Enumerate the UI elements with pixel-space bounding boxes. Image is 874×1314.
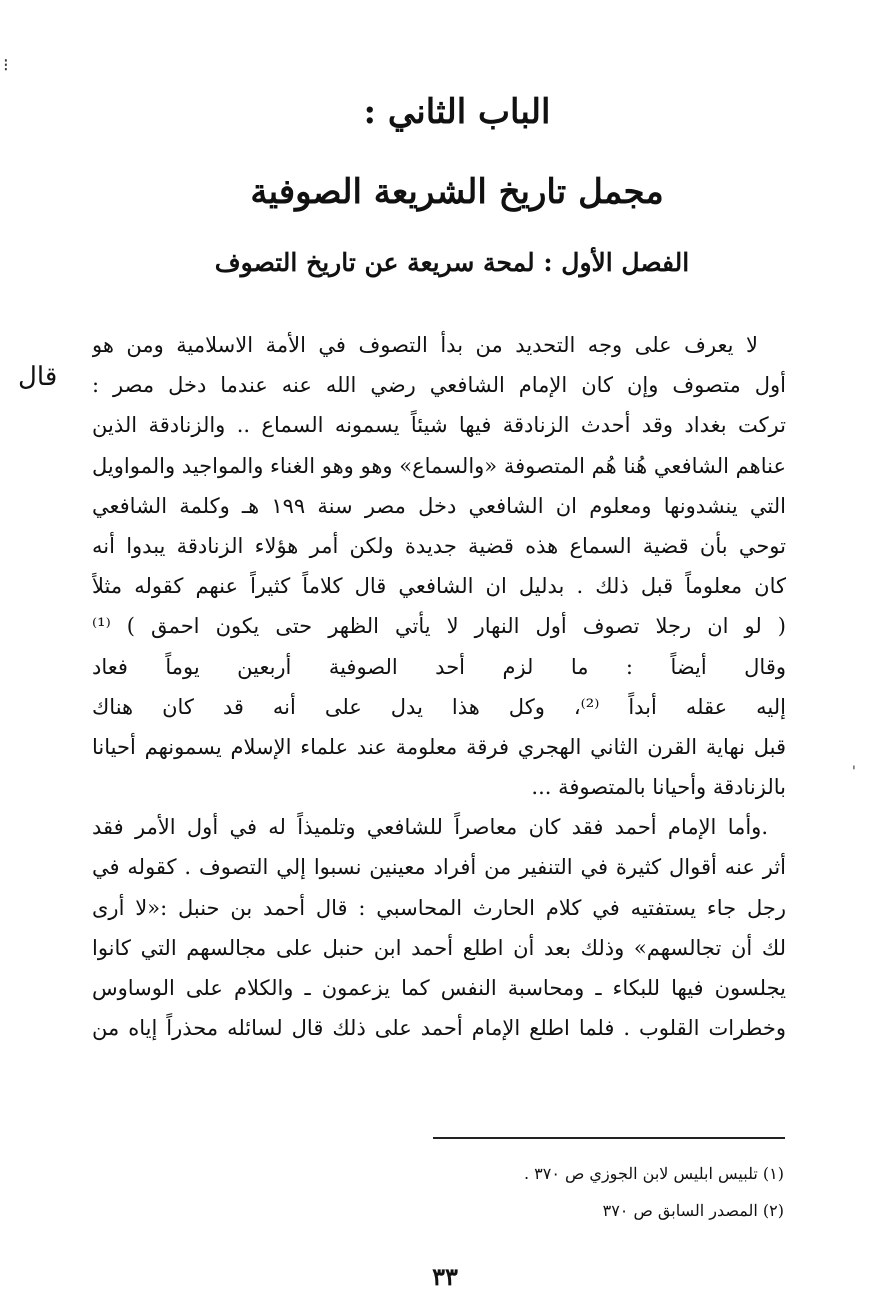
footnote-divider	[433, 1137, 785, 1139]
text-line: رجل جاء يستفتيه في كلام الحارث المحاسبي : قال أحمد بن حنبل :«لا أرى	[92, 895, 786, 920]
text-line: عناهم الشافعي هُنا هُم المتصوفة «والسماع» وهو وهو الغناء والمواجيد والمواويل	[92, 453, 786, 478]
text-line: توحي بأن قضية السماع هذه قضية جديدة ولكن أمر هؤلاء الزنادقة يبدوا أنه	[92, 533, 786, 558]
handwritten-margin-note: قال	[18, 362, 58, 392]
text-line: التي ينشدونها ومعلوم ان الشافعي دخل مصر سنة ١٩٩ هـ وكلمة الشافعي	[92, 493, 786, 518]
scan-margin-mark: '	[852, 764, 856, 780]
text-line: ( لو ان رجلا تصوف أول النهار لا يأتي الظهر حتى يكون احمق ) ⁽¹⁾	[92, 614, 786, 639]
text-line: كان معلوماً قبل ذلك . بدليل ان الشافعي قال كلاماً كثيراً عنهم كقوله مثلاً	[92, 574, 786, 599]
text-line: لا يعرف على وجه التحديد من بدأ التصوف في الأمة الاسلامية ومن هو	[92, 333, 758, 357]
text-line: وقال أيضاً : ما لزم أحد الصوفية أربعين يوماً فعاد	[92, 654, 786, 679]
text-line: وخطرات القلوب . فلما اطلع الإمام أحمد على ذلك قال لسائله محذراً إياه من	[92, 1016, 786, 1041]
scan-margin-mark: ⁝	[3, 55, 9, 76]
text-line: إليه عقله أبداً ⁽²⁾، وكل هذا يدل على أنه قد كان هناك	[92, 694, 786, 719]
text-line: يجلسون فيها للبكاء ـ ومحاسبة النفس كما يزعمون ـ والكلام على الوساوس	[92, 976, 786, 1000]
chapter-title: الباب الثاني :	[363, 92, 551, 132]
footnote-1: (١) تلبيس ابليس لابن الجوزي ص ٣٧٠ .	[523, 1164, 784, 1183]
chapter-subtitle: مجمل تاريخ الشريعة الصوفية	[250, 172, 664, 212]
body-text	[92, 325, 786, 1048]
text-line: أول متصوف وإن كان الإمام الشافعي رضي الله عنه عندما دخل مصر :	[92, 373, 786, 398]
text-line: أثر عنه أقوال كثيرة في التنفير من أفراد معينين نسبوا إلي التصوف . كقوله في	[92, 855, 786, 880]
text-line: تركت بغداد وقد أحدث الزنادقة فيها شيئاً يسمونه السماع .. والزنادقة الذين	[92, 413, 786, 438]
text-line: بالزنادقة وأحيانا بالمتصوفة ...	[531, 775, 786, 800]
text-line: قبل نهاية القرن الثاني الهجري فرقة معلومة عند علماء الإسلام يسمونهم أحيانا	[92, 734, 786, 759]
section-heading: الفصل الأول : لمحة سريعة عن تاريخ التصوف	[214, 248, 690, 277]
page-number: ٣٣	[432, 1262, 458, 1291]
text-line: لك أن تجالسهم» وذلك بعد أن اطلع أحمد ابن حنبل على مجالسهم التي كانوا	[92, 935, 786, 960]
footnote-2: (٢) المصدر السابق ص ٣٧٠	[602, 1201, 784, 1220]
text-line: .وأما الإمام أحمد فقد كان معاصراً للشافعي وتلميذاً له في أول الأمر فقد	[92, 815, 768, 840]
